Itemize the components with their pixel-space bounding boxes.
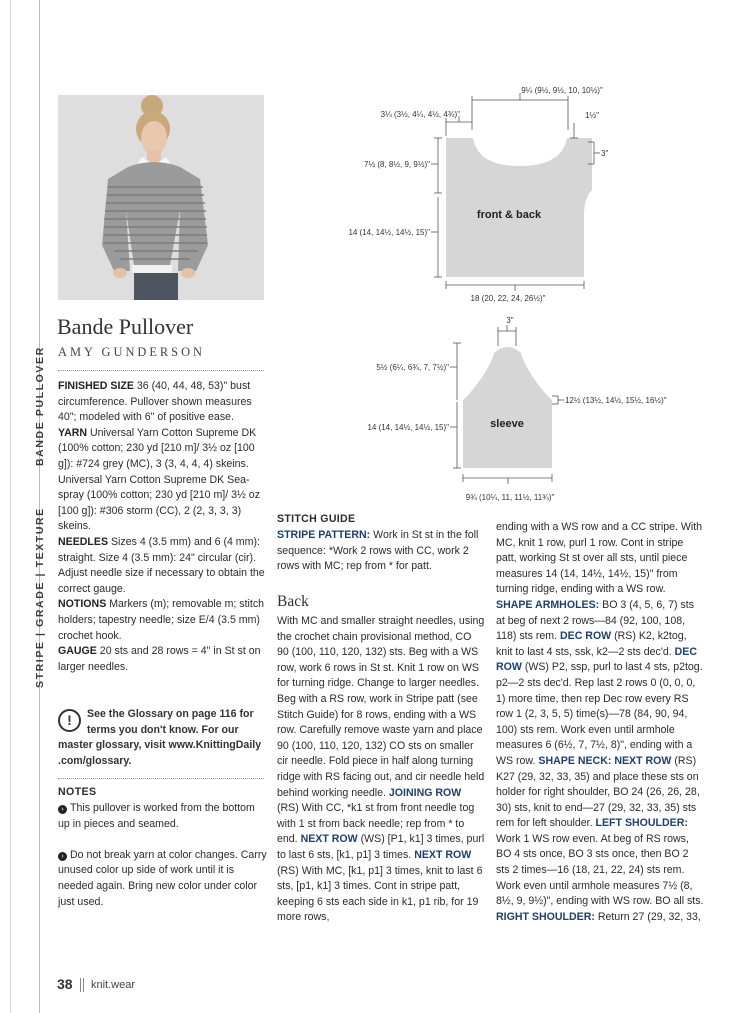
page-number: 38 [57,976,73,992]
dim-cuff: 9¾ (10¼, 11, 11½, 11¾)" [465,493,555,502]
glossary-line: See the Glossary on page 116 for [87,708,254,720]
pattern-title: Bande Pullover [57,314,194,339]
pattern-author: AMY GUNDERSON [58,345,205,359]
divider [58,370,264,371]
dim-cap-height: 5½ (6¼, 6¾, 7, 7½)" [376,363,449,372]
sleeve-label: sleeve [490,418,524,430]
glossary-link-line[interactable]: master glossary, visit www.KnittingDaily [58,739,262,752]
specs-column [58,379,268,675]
dim-shoulder: 3¼ (3½, 4¼, 4½, 4¾)" [380,110,460,119]
alert-icon: ! [58,709,81,732]
dim-body-width: 18 (20, 22, 24, 26½)" [470,294,546,303]
dim-cap-top: 3" [506,316,514,325]
footer-divider [80,978,84,992]
model-illustration [58,95,264,300]
spec-yarn-cc: Universal Yarn Cotton Supreme DK Sea-spray (100% cotton; 230 yd [210 m]/ 3½ oz [100 g]): #306 storm (CC), 2 (2, 3, 3, 3) skeins. [58,473,260,533]
dim-neck-depth: 1½" [585,111,599,120]
magazine-brand: knit.wear [91,979,136,991]
back-instructions-col2: ending with a WS row and a CC stripe. With MC, knit 1 row, purl 1 row. Cont in stripe patt, working St st over all sts, until piece measures 14 (14, 14½, 14½, 15)" from turning ridge, ending with a WS row. SHAPE ARMHOLES: BO 3 (4, 5, 6, 7) sts at beg of next 2 rows—84 (92, 100, 108, 118) sts rem. DEC ROW (RS) K2, k2tog, knit to last 4 sts, ssk, k2—2 sts dec'd. DEC ROW (WS) P2, ssp, purl to last 4 sts, p2tog. p2—2 sts dec'd. Rep last 2 rows 0 (0, 0, 0, 1) more time, then rep Dec row every RS row 1 (2, 3, 5, 5) time(s)—78 (84, 90, 94, 100) sts rem. Work even until armhole measures 6 (6½, 7, 7½, 8)", ending with a WS row. SHAPE NECK: NEXT ROW (RS) K27 (29, 32, 33, 35) and place these sts on holder for right shoulder, BO 24 (26, 26, 28, 30) sts, knit to end—27 (29, 32, 33, 35) sts rem for left shoulder. LEFT SHOULDER: Work 1 WS row even. At beg of RS rows, BO 4 sts once, BO 3 sts once, then BO 2 sts 2 times—16 (18, 21, 22, 24) sts rem. Work even until armhole measures 7½ (8, 8½, 9, 9½)", ending with WS row. BO all sts. RIGHT SHOULDER: Return 27 (29, 32, 33, [496,521,704,923]
dim-top-width: 9¼ (9½, 9½, 10, 10½)" [521,86,603,95]
front-back-piece [446,138,592,277]
stitch-guide-text: STRIPE PATTERN: Work in St st in the foll sequence: *Work 2 rows with CC, work 2 rows with MC; rep from * for patt. [277,529,479,573]
bullet-icon: › [58,805,67,814]
front-back-label: front & back [476,209,542,221]
stitch-guide-heading: STITCH GUIDE [277,513,356,525]
note-item: › This pullover is worked from the bottom up in pieces and seamed. [58,802,255,830]
notes-heading: NOTES [58,786,97,798]
divider [58,778,264,779]
dim-neck-drop: 3" [601,149,609,158]
glossary-link-line[interactable]: .com/glossary. [58,754,132,767]
spec-needles: NEEDLES Sizes 4 (3.5 mm) and 6 (4 mm): straight. Size 4 (3.5 mm): 24" circular (cir). Adjust needle size if necessary to obtain the correct gauge. [58,535,265,595]
dim-upper-arm: 12½ (13½, 14½, 15½, 16½)" [565,396,667,405]
spec-gauge: GAUGE 20 sts and 28 rows = 4" in St st on larger needles. [58,645,261,673]
dim-armhole: 7½ (8, 8½, 9, 9½)" [364,160,430,169]
note-item: › Do not break yarn at color changes. Carry unused color up side of work until it is needed again. Bring new color under color just used. [58,848,267,908]
back-instructions-col1: With MC and smaller straight needles, using the crochet chain provisional method, CO 90 (100, 110, 120, 132) sts. Beg with a WS row, work 6 rows in St st. Knit 1 row on WS for turning ridge. Change to larger needles. Beg with a RS row, work in Stripe patt (see Stitch Guide) for 8 rows, ending with a WS row. Carefully remove waste yarn and place 90 (100, 110, 120, 132) CO sts on smaller cir needle. Fold piece in half along turning ridge with RS facing out, and cir needle held behind working needle. JOINING ROW (RS) With CC, *k1 st from front needle tog with 1 st from back needle; rep from * to end. NEXT ROW (WS) [P1, k1] 3 times, purl to last 6 sts, [k1, p1] 3 times. NEXT ROW (RS) With MC, [k1, p1] 3 times, knit to last 6 sts, [p1, k1] 3 times. Cont in stripe patt, keeping 6 sts each side in k1, p1 rib, for 19 more rows, [277,615,485,924]
side-label-pattern-name: BANDE PULLOVER [34,346,46,466]
spec-notions: NOTIONS Markers (m); removable m; stitch holders; tapestry needle; size E/4 (3.5 mm) crochet hook. [58,598,265,642]
spec-yarn: YARN Universal Yarn Cotton Supreme DK (100% cotton; 230 yd [210 m]/ 3½ oz [100 g]): #724 grey (MC), 3 (3, 4, 4, 4) skeins. [58,426,257,470]
spec-finished-size: FINISHED SIZE 36 (40, 44, 48, 53)" bust circumference. Pullover shown measures 40"; modeled with 6" of positive ease. [58,380,252,424]
side-label-section: STRIPE | GRADE | TEXTURE [34,507,46,688]
sleeve-piece [463,347,552,468]
dim-sleeve-length: 14 (14, 14½, 14½, 15)" [367,423,449,432]
model-photo [58,95,264,300]
glossary-line: terms you don't know. For our [87,723,239,736]
schematic-diagram [330,80,700,505]
back-heading: Back [277,593,309,610]
notes-list [58,801,268,910]
dim-body-length: 14 (14, 14½, 14½, 15)" [348,228,430,237]
bullet-icon: › [58,852,67,861]
